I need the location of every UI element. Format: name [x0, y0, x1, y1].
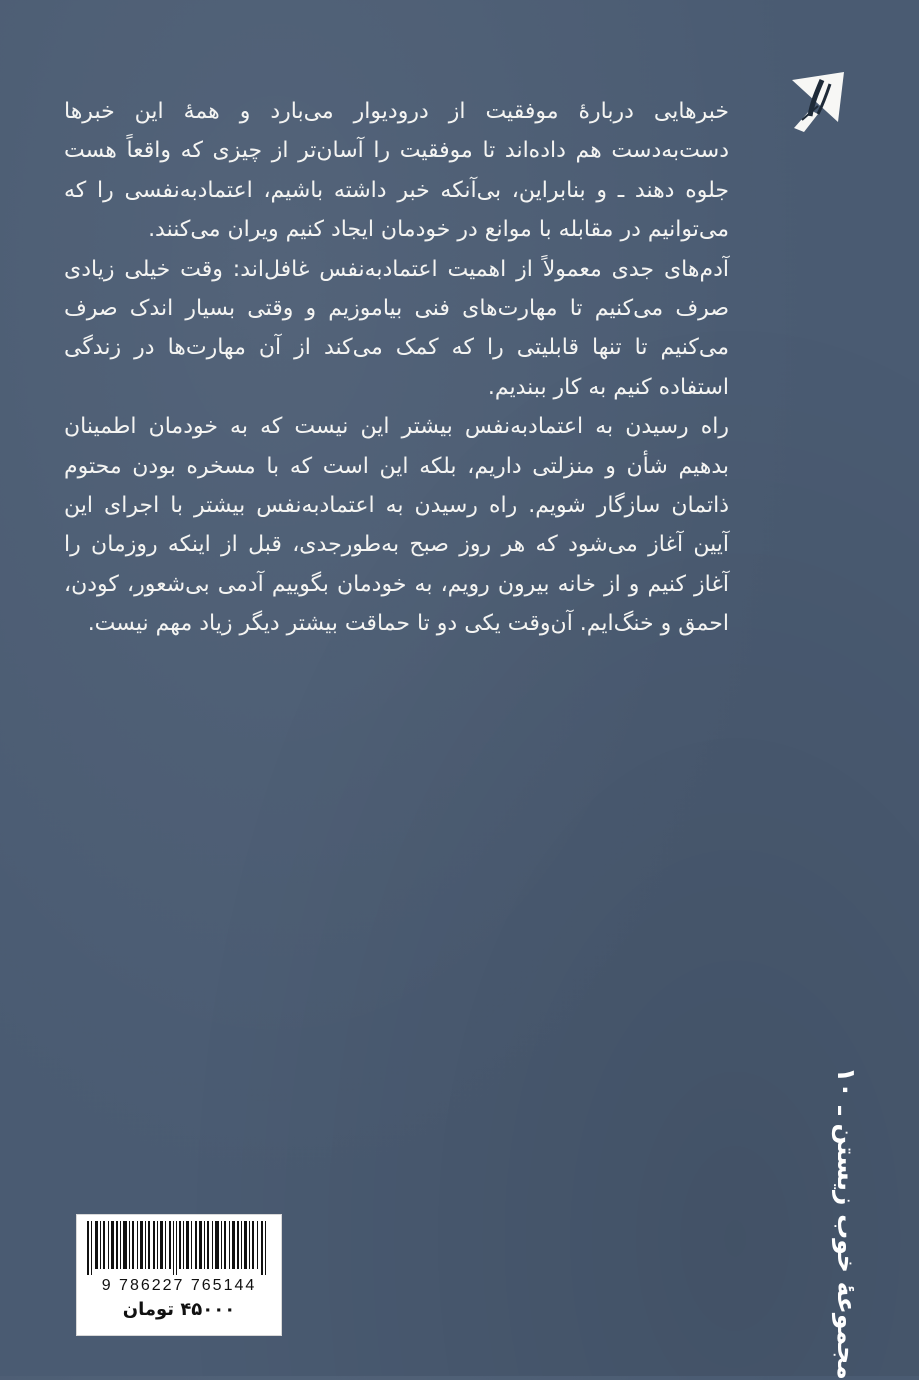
blurb-paragraph-2: آدم‌های جدی معمولاً از اهمیت اعتمادبه‌نفس غافل‌اند: وقت خیلی زیادی صرف می‌کنیم تا مهارت‌های فنی بیاموزیم و وقتی بسیار اندک صرف می‌کنیم تا تنها قابلیتی را که کمک می‌کند از آن مهارت‌ها در زندگی استفاده کنیم به کار ببندیم.: [64, 256, 729, 400]
blurb-paragraph-3: راه رسیدن به اعتمادبه‌نفس بیشتر این نیست که به خودمان اطمینان بدهیم شأن و منزلتی داریم، بلکه این است که با مسخره بودن محتوم ذاتمان سازگار شویم. راه رسیدن به اعتمادبه‌نفس بیشتر با اجرای این آیین آغاز می‌شود که هر روز صبح به‌طورجدی، قبل از اینکه روزمان را آغاز کنیم و از خانه بیرون رویم، به خودمان بگوییم آدمی بی‌شعور، کودن، احمق و خنگ‌ایم. آن‌وقت یکی دو تا حماقت بیشتر دیگر زیاد مهم نیست.: [64, 414, 729, 637]
blurb-paragraph-1: خبرهایی دربارهٔ موفقیت از درودیوار می‌بارد و همهٔ این خبرها دست‌به‌دست هم داده‌اند تا موفقیت را آسان‌تر از چیزی که واقعاً هست جلوه دهند ـ و بنابراین، بی‌آنکه خبر داشته باشیم، اعتمادبه‌نفسی را که می‌توانیم در مقابله با موانع در خودمان ایجاد کنیم ویران می‌کنند.: [64, 99, 729, 243]
barcode-box: [76, 1214, 282, 1336]
series-title: مجموعهٔ خوب زیستن ـ ۱۰: [832, 1067, 861, 1380]
price-label: ۴۵۰۰۰ تومان: [122, 1299, 236, 1320]
isbn-number: 9 786227 765144: [101, 1277, 257, 1294]
back-cover-blurb: [64, 92, 729, 644]
barcode-icon: [85, 1221, 273, 1275]
publisher-logo-icon: [788, 70, 848, 138]
